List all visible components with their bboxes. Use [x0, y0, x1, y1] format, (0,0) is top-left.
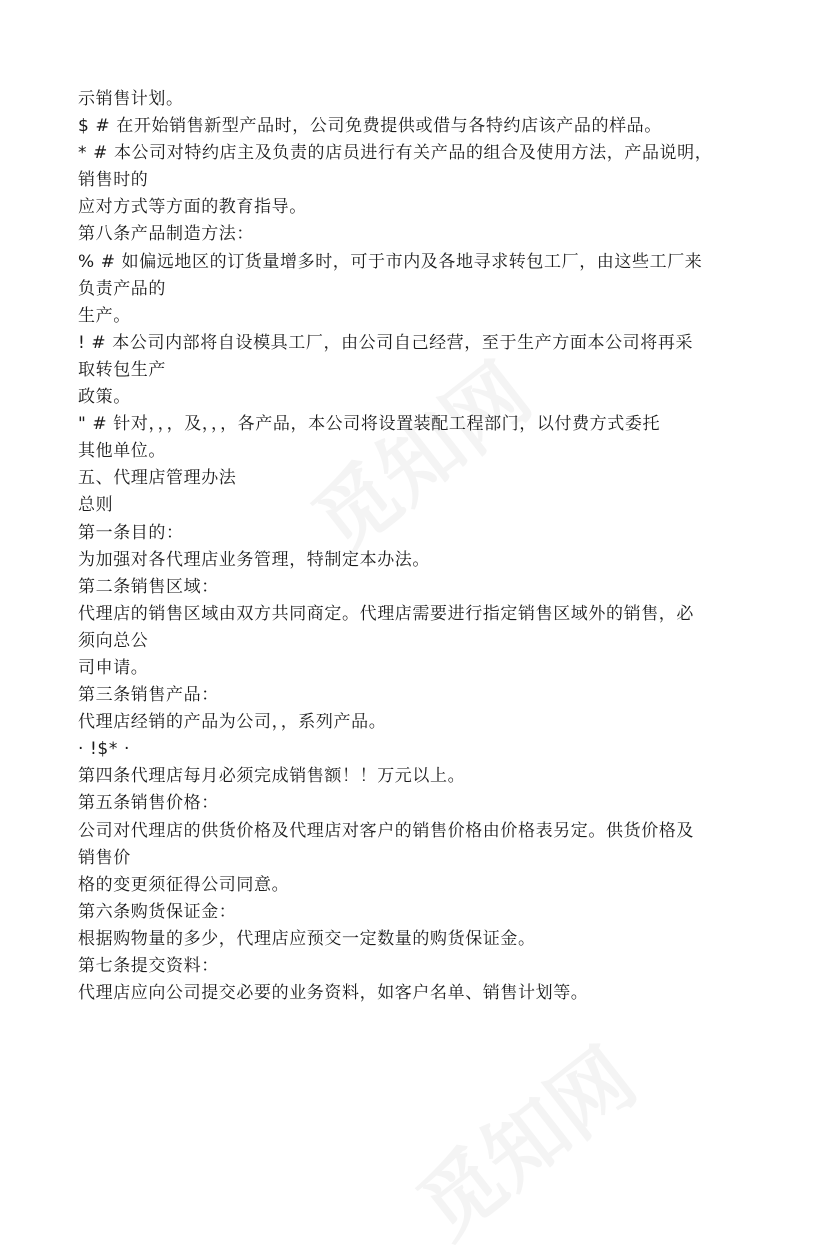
text-line: 第四条代理店每月必须完成销售额！！万元以上。	[78, 766, 466, 787]
document-body	[78, 86, 768, 1007]
text-line: 示销售计划。	[78, 89, 184, 109]
text-line: 为加强对各代理店业务管理，特制定本办法。	[78, 549, 430, 570]
text-line: 负责产品的	[78, 278, 166, 299]
text-line: % # 如偏远地区的订货量增多时，可于市内及各地寻求转包工厂，由这些工厂来	[78, 251, 703, 272]
text-line: 司申请。	[78, 657, 149, 678]
text-line: 代理店经销的产品为公司，，系列产品。	[78, 712, 387, 733]
article-heading: 第一条目的：	[78, 522, 184, 543]
text-line: " # 针对，，，及，，，各产品，本公司将设置装配工程部门，以付费方式委托	[78, 414, 661, 435]
text-line: 取转包生产	[78, 359, 166, 380]
text-line: 须向总公	[78, 630, 149, 651]
article-heading: 第五条销售价格：	[78, 793, 219, 814]
text-line: 代理店的销售区域由双方共同商定。代理店需要进行指定销售区域外的销售，必	[78, 603, 694, 624]
text-line: ! # 本公司内部将自设模具工厂，由公司自己经营，至于生产方面本公司将再采	[78, 332, 694, 353]
text-line: · !$* ·	[78, 739, 130, 760]
article-heading: 第七条提交资料：	[78, 956, 219, 976]
text-line: 公司对代理店的供货价格及代理店对客户的销售价格由价格表另定。供货价格及	[78, 820, 694, 841]
text-line: 销售价	[78, 847, 131, 868]
text-line: 代理店应向公司提交必要的业务资料，如客户名单、销售计划等。	[78, 983, 589, 1004]
section-heading: 总则	[78, 495, 114, 516]
watermark	[390, 1017, 656, 1260]
text-line: $ # 在开始销售新型产品时，公司免费提供或借与各特约店该产品的样品。	[78, 116, 662, 137]
text-line: 政策。	[78, 387, 131, 408]
text-line: 根据购物量的多少，代理店应预交一定数量的购货保证金。	[78, 928, 536, 949]
section-heading: 五、代理店管理办法	[78, 468, 237, 489]
article-heading: 第三条销售产品：	[78, 685, 219, 706]
article-heading: 第六条购货保证金：	[78, 901, 237, 922]
text-line: * # 本公司对特约店主及负责的店员进行有关产品的组合及使用方法，产品说明，	[78, 143, 713, 164]
text-line: 应对方式等方面的教育指导。	[78, 197, 307, 218]
text-line: 生产。	[78, 305, 131, 326]
text-line: 销售时的	[78, 170, 149, 191]
section-heading: 第八条产品制造方法：	[78, 224, 254, 245]
text-line: 格的变更须征得公司同意。	[78, 874, 290, 895]
text-line: 其他单位。	[78, 441, 166, 462]
article-heading: 第二条销售区域：	[78, 576, 219, 597]
